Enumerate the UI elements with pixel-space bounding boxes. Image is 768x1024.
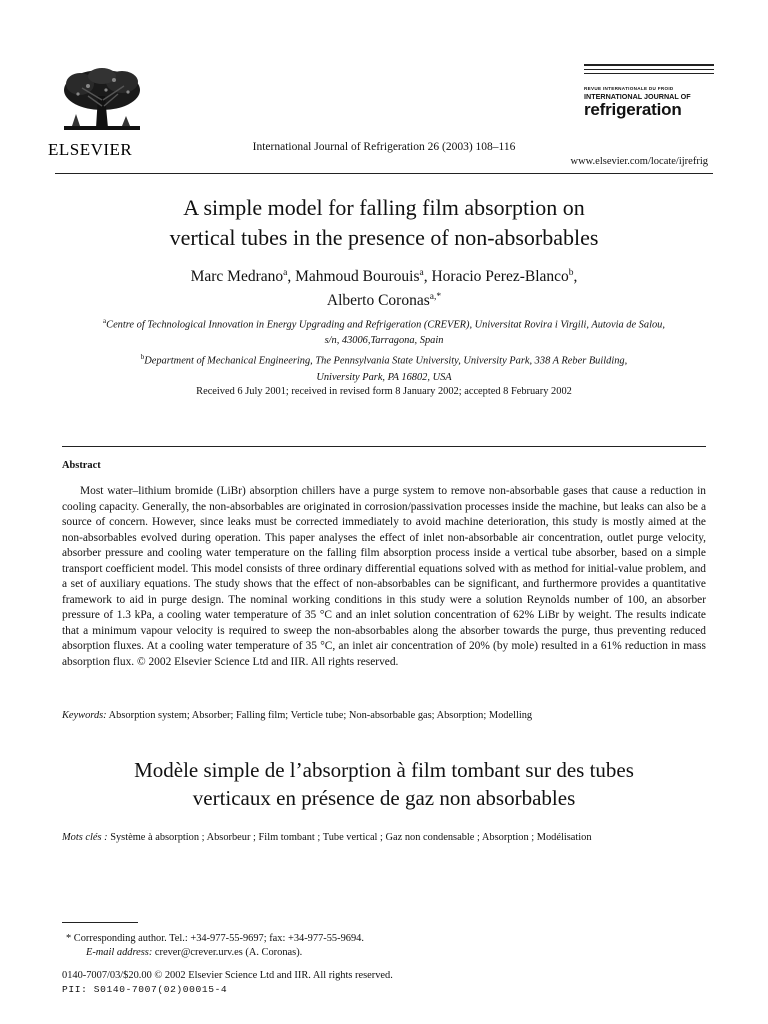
french-title <box>0 756 768 812</box>
footnote-text: Corresponding author. Tel.: +34-977-55-9697; fax: +34-977-55-9694. <box>71 933 364 944</box>
footnote-line <box>66 932 364 946</box>
article-title <box>0 193 768 253</box>
author-name: Marc Medrano <box>190 268 284 286</box>
journal-url-link[interactable]: www.elsevier.com/locate/ijrefrig <box>570 156 708 167</box>
keywords-label: Keywords: <box>62 710 107 721</box>
affiliation-text: s/n, 43006,Tarragona, Spain <box>324 335 444 347</box>
header-divider <box>55 173 713 174</box>
brand-rule <box>584 69 714 70</box>
footnote-marker: * <box>66 933 72 944</box>
affiliation-marker: a <box>103 317 107 325</box>
affiliation-item <box>0 313 768 333</box>
brand-rule <box>584 64 714 66</box>
brand-main-text: refrigeration <box>584 100 682 119</box>
author-separator: , <box>573 268 578 286</box>
author-separator: , <box>423 268 432 286</box>
french-title-line: Modèle simple de l’absorption à film tombant sur des tubes <box>134 758 634 782</box>
brand-sub-text: INTERNATIONAL JOURNAL OF <box>584 92 691 101</box>
title-line: vertical tubes in the presence of non-absorbables <box>169 225 599 250</box>
publisher-name: ELSEVIER <box>48 140 133 159</box>
author-list <box>0 263 768 311</box>
affiliation-text: Centre of Technological Innovation in Energy Upgrading and Refrigeration (CREVER), Universitat Rovira i Virgili, Autovia de Salou, <box>106 319 665 331</box>
email-label: E-mail address: <box>86 947 153 958</box>
affiliation-marker: b <box>140 353 145 362</box>
author-affiliation-marker: a,* <box>429 292 442 303</box>
section-divider <box>62 446 706 447</box>
journal-citation: International Journal of Refrigeration 26 (2003) 108–116 <box>252 141 516 153</box>
author-affiliation-marker: a <box>283 268 288 278</box>
french-keywords-label: Mots clés : <box>62 832 108 843</box>
received-dates: Received 6 July 2001; received in revised form 8 January 2002; accepted 8 February 2002 <box>196 386 572 397</box>
author-name: Mahmoud Bourouis <box>295 268 420 286</box>
title-line: A simple model for falling film absorption on <box>183 195 585 220</box>
author-affiliation-marker: b <box>568 268 574 278</box>
french-keywords <box>62 832 706 843</box>
corresponding-author-footnote <box>66 932 364 960</box>
footnote-divider <box>62 922 138 923</box>
keywords <box>62 710 706 721</box>
brand-rule <box>584 73 714 74</box>
french-keywords-text: Système à absorption ; Absorbeur ; Film tombant ; Tube vertical ; Gaz non condensable ; Absorption ; Modélisation <box>107 832 592 843</box>
abstract-text: Most water–lithium bromide (LiBr) absorption chillers have a purge system to remove non-absorbable gases that cause a reduction in cooling capacity. Generally, the non-absorbables are originated in corrosion/passivation processes inside the machine, but leaks can also be a source of concern. However, since leaks must be corrected immediately to avoid machine deterioration, this study is mostly aimed at the non-absorbables evolved during operation. This paper analyses the effect of inlet non-absorbable air concentration, outlet purge velocity, absorber pressure and cooling water temperature on the falling film absorption process inside a vertical tube absorber, based on a simple transport coefficient model. This model consists of three ordinary differential equations solved with as method for initial-value problem, and a set of auxiliary equations. The study shows that the effect of non-absorbables can be significant, and furthermore provides a quantitative framework to aid in purge design. The nominal working conditions in this study were a solution Reynolds number of 100, an absorber pressure of 1.3 kPa, a cooling water temperature of 35 °C and an inlet solution concentration of 62% LiBr by weight. The results indicate that a minimum vapour velocity is required to sweep the non-absorbables along the absorber towards the purge, thus preventing reduced absorption fluxes. At a cooling water temperature of 35 °C, an inlet air concentration of 20% (by mole) resulted in a 61% reduction in mass absorption flux. © 2002 Elsevier Science Ltd and IIR. All rights reserved. <box>62 485 706 668</box>
french-title-line: verticaux en présence de gaz non absorbables <box>192 786 576 810</box>
author-name: Alberto Coronas <box>326 292 430 310</box>
copyright-line: 0140-7007/03/$20.00 © 2002 Elsevier Science Ltd and IIR. All rights reserved. <box>62 970 393 981</box>
pii-identifier: PII: S0140-7007(02)00015-4 <box>62 984 228 995</box>
footnote-line <box>66 946 364 960</box>
elsevier-tree-icon <box>58 66 146 136</box>
copyright-block <box>62 969 393 997</box>
affiliation-text: Department of Mechanical Engineering, The Pennsylvania State University, University Park, 338 A Reber Building, <box>144 355 628 367</box>
affiliation-text: University Park, PA 16802, USA <box>316 371 452 383</box>
email-value[interactable]: crever@crever.urv.es (A. Coronas). <box>152 947 303 958</box>
author-line <box>0 287 768 311</box>
brand-super-text: REVUE INTERNATIONALE DU FROID <box>584 86 674 91</box>
affiliation-list <box>0 313 768 386</box>
affiliation-item <box>0 349 768 369</box>
abstract-heading: Abstract <box>62 460 101 471</box>
author-separator: , <box>287 268 296 286</box>
keywords-text: Absorption system; Absorber; Falling film; Verticle tube; Non-absorbable gas; Absorption; Modelling <box>106 710 533 721</box>
journal-brand-logo <box>584 64 714 120</box>
author-affiliation-marker: a <box>419 268 424 278</box>
author-line <box>0 263 768 287</box>
author-name: Horacio Perez-Blanco <box>431 268 569 286</box>
